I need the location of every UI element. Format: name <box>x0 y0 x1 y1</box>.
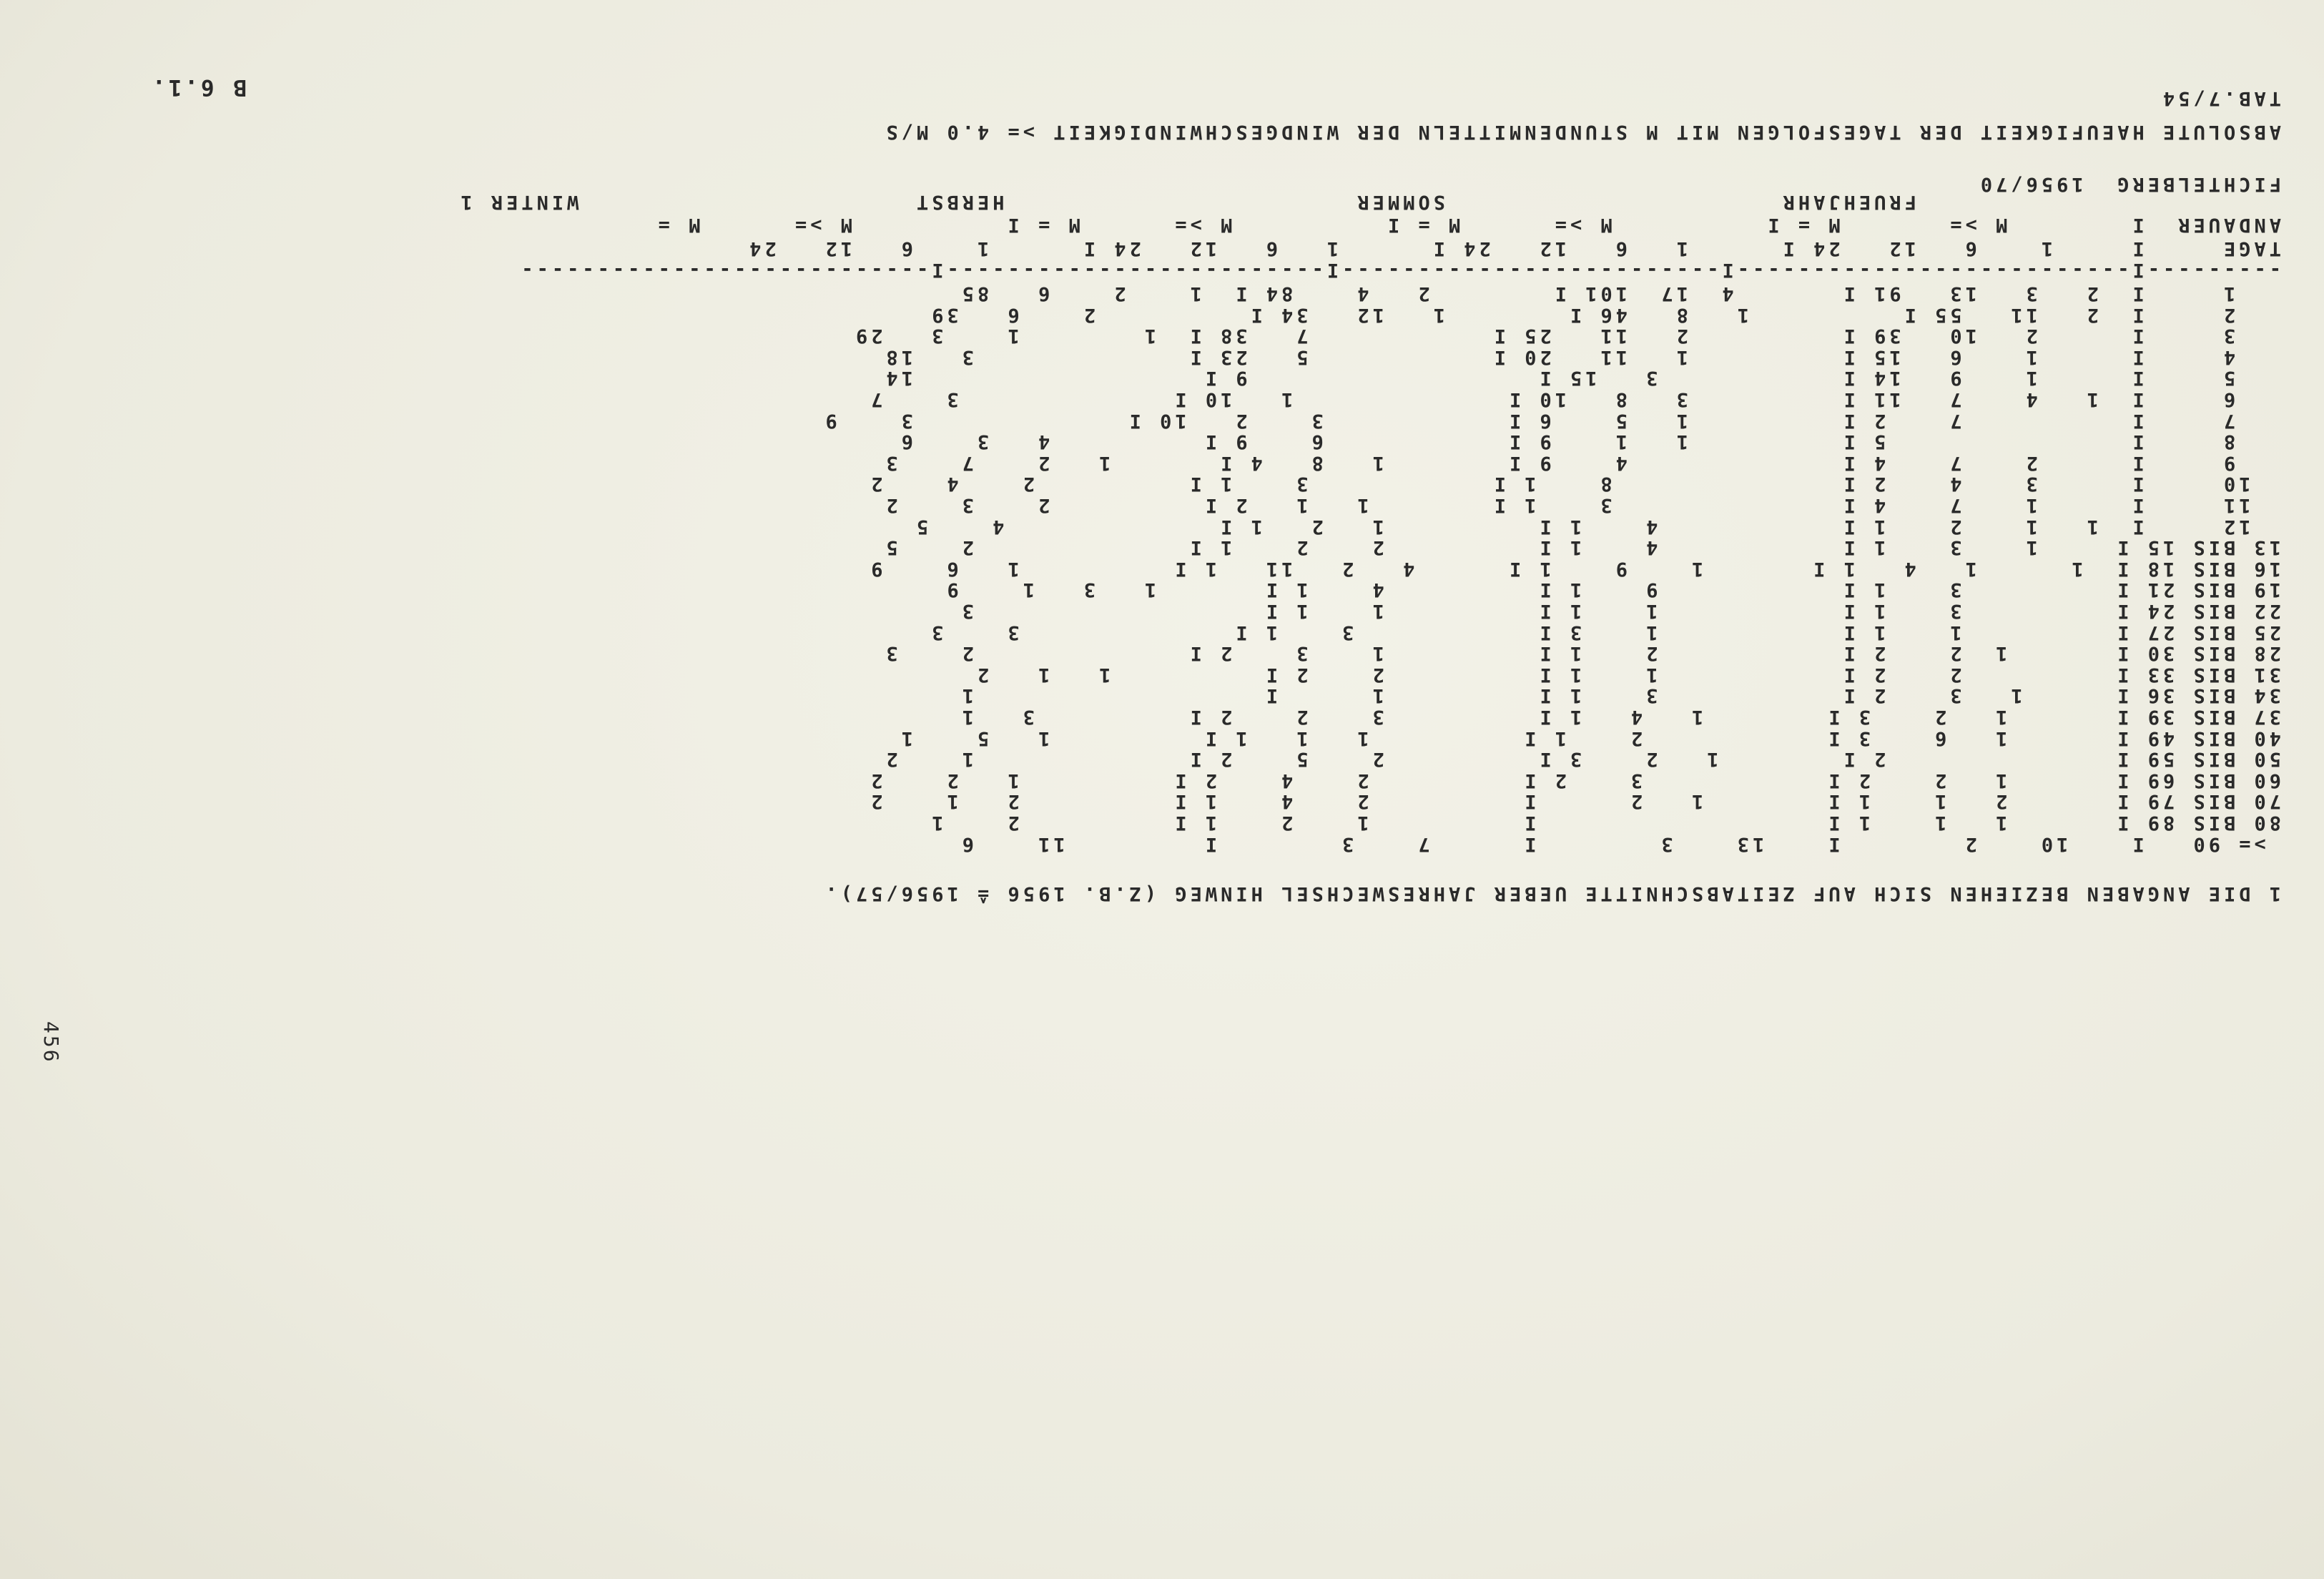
season-headers: FRUEHJAHR SOMMER HERBST WINTER 1 <box>457 191 2281 213</box>
table-row: 6 I 1 4 7 11 I 3 8 10 I 1 10 I 3 7 <box>867 388 2281 410</box>
table-row: 2 I 2 11 55 I 1 8 46 I 1 12 34 I 2 6 39 <box>928 303 2281 326</box>
table-title: ABSOLUTE HAEUFIGKEIT DER TAGESFOLGEN MIT M STUNDENMITTELN DER WINDGESCHWINDIGKEIT >= 4.0 M/S <box>882 121 2281 143</box>
table-row: 16 BIS 18 I 1 1 4 1 I 1 9 1 I 4 2 11 1 I 1 6 9 <box>867 557 2281 580</box>
table-row: 3 I 2 10 39 I 2 11 25 I 7 38 I 1 1 3 29 <box>852 325 2281 348</box>
table-row: 70 BIS 79 I 2 1 1 I 1 2 I 2 4 1 I 2 1 2 <box>867 790 2281 813</box>
table-row: 28 BIS 30 I 1 2 2 I 2 1 I 1 3 2 I 2 3 <box>882 642 2281 665</box>
table-row: 31 BIS 33 I 2 2 I 1 1 I 2 2 I 1 1 2 <box>974 663 2281 686</box>
table-row: 10 I 3 4 2 I 8 1 I 3 1 I 2 4 2 <box>867 473 2281 496</box>
table-row: 37 BIS 39 I 1 2 3 I 1 4 1 I 3 2 2 I 3 1 <box>958 706 2281 728</box>
table-row: 5 I 1 9 14 I 3 15 I 9 I 14 <box>882 367 2281 390</box>
table-row: 19 BIS 21 I 3 1 I 9 1 I 4 1 I 1 3 1 9 <box>943 579 2281 601</box>
table-row: 40 BIS 49 I 1 6 3 I 2 1 I 1 1 1 I 1 5 1 <box>897 727 2281 749</box>
table-row: 50 BIS 59 I 2 I 1 2 3 I 2 5 2 I 1 2 <box>882 748 2281 771</box>
table-row: 1 I 2 3 13 91 I 4 17 101 I 2 4 84 I 1 2 6 85 <box>958 282 2281 305</box>
table-row: 11 I 1 7 4 I 3 1 I 1 1 2 I 2 3 2 <box>882 494 2281 516</box>
table-row: 12 I 1 1 2 1 I 4 1 I 1 2 1 I 4 5 <box>913 515 2281 538</box>
table-row: 34 BIS 36 I 1 3 2 I 3 1 I 1 I 1 <box>958 684 2281 707</box>
footnote: 1 DIE ANGABEN BEZIEHEN SICH AUF ZEITABSCHNITTE UEBER JAHRESWECHSEL HINWEG (Z.B. 1956 ≙ 1956/57). <box>822 882 2281 905</box>
table-row: 9 I 2 7 4 I 4 9 I 1 8 4 I 1 2 7 3 <box>882 451 2281 474</box>
table-row: >= 90 I 10 2 I 13 3 I 7 3 I 11 6 <box>958 832 2281 855</box>
table-row: 60 BIS 69 I 1 2 2 I 3 2 I 2 4 2 I 1 2 2 <box>867 769 2281 792</box>
table-row: 7 I 7 2 I 1 5 6 I 3 2 10 I 3 9 <box>822 409 2281 432</box>
table-id: TAB.7/54 <box>2159 87 2281 109</box>
station-period: FICHTELBERG 1956/70 <box>1976 173 2281 195</box>
table-row: 13 BIS 15 I 1 3 1 I 4 1 I 2 2 1 I 2 5 <box>882 536 2281 559</box>
table-row: 25 BIS 27 I 1 1 I 1 3 I 3 1 I 3 3 <box>928 621 2281 644</box>
header-separator: ---------I--------------------------I-------------------------I-------------------------I--------------------------- <box>518 259 2281 281</box>
page-number: 456 <box>39 1021 63 1064</box>
table-row: 8 I 5 I 1 1 9 I 6 9 I 4 3 6 <box>897 431 2281 453</box>
header-row-2: TAGE I 1 6 12 24 I 1 6 12 24 I 1 6 12 24 I 1 6 12 24 <box>746 237 2281 260</box>
corner-note: B 6.1. <box>149 74 247 100</box>
header-row-1: ANDAUER I M >= M = I M >= M = I M >= M = I M >= M = <box>654 214 2281 236</box>
table-row: 4 I 1 6 15 I 1 11 20 I 5 23 I 3 18 <box>882 345 2281 368</box>
table-row: 22 BIS 24 I 3 1 I 1 1 I 1 1 I 3 <box>958 600 2281 622</box>
table-row: 80 BIS 89 I 1 1 1 I I 1 2 1 I 2 1 <box>928 812 2281 834</box>
